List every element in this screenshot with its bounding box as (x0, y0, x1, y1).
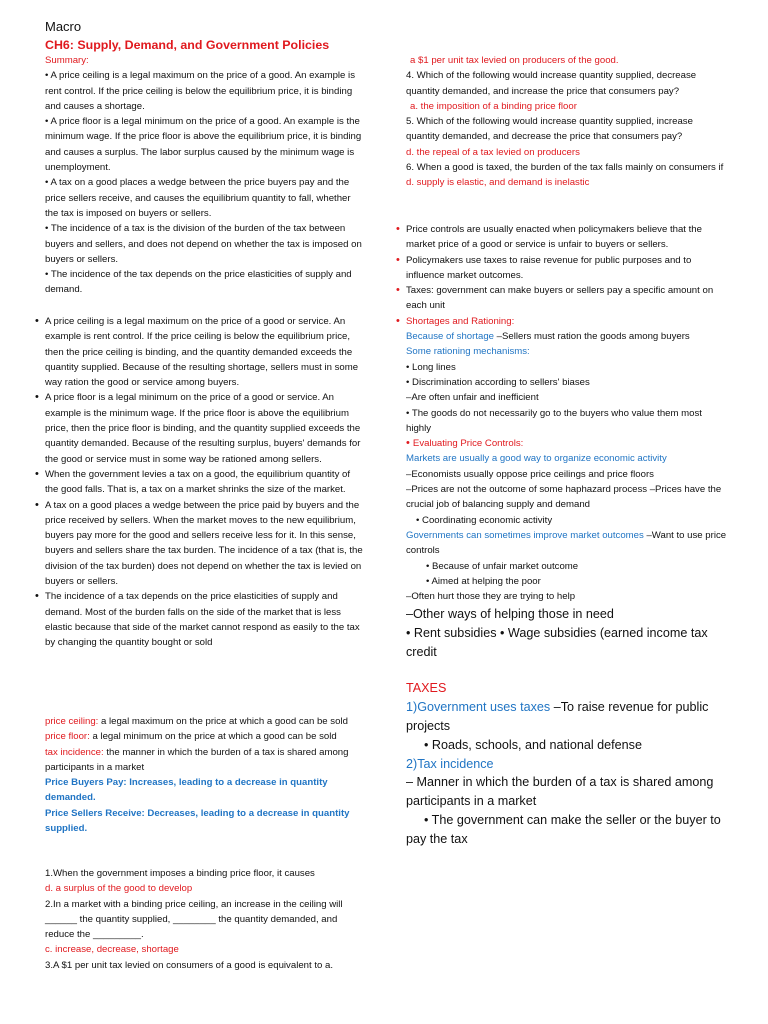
summary-block (45, 53, 363, 298)
econ-line: –Prices are not the outcome of some haphazard process –Prices have the crucial job of balancing supply and demand (406, 484, 722, 511)
answer-4: a. the imposition of a binding price floor (410, 100, 577, 112)
econ-line: –Economists usually oppose price ceilings and price floors (406, 468, 654, 480)
question-5: 5. Which of the following would increase quantity supplied, increase quantity demanded, and decrease the price that consumers pay? (406, 116, 693, 143)
bullet-dot: • (35, 498, 39, 511)
unfair-outcome: • Because of unfair market outcome (426, 560, 579, 572)
manner-burden: – Manner in which the burden of a tax is shared among participants in a market (406, 775, 714, 809)
answer-5: d. the repeal of a tax levied on producers (406, 146, 580, 158)
bullet-item: • A price floor is a legal minimum on the price of a good or service. An example is the minimum wage. If the price floor is above the equilibrium price, then the price floor is binding, and the quantity supplied exceeds the quantity demanded. Because of the resulting surplus, buyers' demands for the good or service must in some way be rationed among sellers. (35, 391, 361, 465)
large-notes (406, 605, 728, 849)
summary-item: • The incidence of the tax depends on the price elasticities of supply and demand. (45, 269, 352, 296)
question-1: 1.When the government imposes a binding price floor, it causes (45, 868, 315, 879)
other-ways: –Other ways of helping those in need (406, 607, 614, 621)
answer-1: d. a surplus of the good to develop (45, 883, 193, 895)
bullet-dot: • (396, 253, 400, 266)
bullet-item: • A tax on a good places a wedge between the price paid by buyers and the price received by sellers. When the market moves to the new equilibrium, buyers pay more for the good and sellers receive less for it. In this sense, buyers and sellers share the tax burden. The incidence of a tax (that is, the division of the tax burden) does not depend on whether the tax is levied on buyers or sellers. (35, 498, 363, 588)
price-sellers-receive: Price Sellers Receive: Decreases, leading to a decrease in quantity supplied. (45, 807, 350, 835)
often-hurt: –Often hurt those they are trying to help (406, 591, 576, 603)
question-4: 4. Which of the following would increase quantity supplied, decrease quantity demanded, and increase the price that consumers pay? (406, 70, 697, 97)
gov-uses-taxes: 1)Government uses taxes –To raise revenue for public projects (406, 700, 709, 733)
roads-schools: • Roads, schools, and national defense (424, 737, 642, 752)
questions-block (45, 866, 363, 973)
bullet-dot: • (35, 467, 39, 480)
policy-bullets (396, 222, 728, 604)
shortages-heading: • Shortages and Rationing: (406, 314, 728, 329)
summary-label: Summary: (45, 55, 89, 66)
bullet-dot: • (35, 315, 39, 327)
price-buyers-pay: Price Buyers Pay: Increases, leading to a decrease in quantity demanded. (45, 777, 328, 804)
bullet-item: • A price ceiling is a legal maximum on the price of a good or service. An example is rent control. If the price ceiling is below the equilibrium price, then the price ceiling is binding, and the quantity demanded exceeds the quantity supplied. Because of the resulting shortage, sellers must in some way ration the good or service among buyers. (35, 315, 359, 389)
answer-6: d. supply is elastic, and demand is inelastic (406, 177, 590, 189)
markets-good: Markets are usually a good way to organize economic activity (406, 453, 667, 465)
gov-make-pay: • The government can make the seller or the buyer to pay the tax (406, 812, 721, 846)
gov-improve: Governments can sometimes improve market outcomes –Want to use price controls (406, 529, 727, 557)
mechanism-line: • Long lines (406, 361, 456, 373)
question-2: 2.In a market with a binding price ceiling, an increase in the ceiling will ______ the quantity supplied, ________ the quantity demanded, and reduce the _________. (45, 898, 343, 941)
aimed-poor: • Aimed at helping the poor (426, 575, 541, 587)
answer-2: c. increase, decrease, shortage (45, 944, 179, 956)
questions-continued (406, 53, 728, 191)
definition-price-floor: price floor: a legal minimum on the price at which a good can be sold (45, 731, 337, 743)
bullet-dot: • (396, 314, 400, 327)
bullet-item: • When the government levies a tax on a good, the equilibrium quantity of the good falls. That is, a tax on a market shrinks the size of the market. (35, 467, 351, 496)
question-3: 3.A $1 per unit tax levied on consumers of a good is equivalent to a. (45, 959, 333, 971)
bullet-dot: • (396, 223, 400, 235)
definitions-block (45, 714, 363, 836)
definition-price-ceiling: price ceiling: a legal maximum on the price at which a good can be sold (45, 716, 348, 727)
mechanism-line: • The goods do not necessarily go to the buyers who value them most highly (406, 407, 702, 434)
mechanism-line: • Discrimination according to sellers' biases (406, 376, 590, 388)
summary-item: • A price floor is a legal minimum on the price of a good. An example is the minimum wage. If the price floor is above the equilibrium price, it is binding and causes a surplus. The labor surplus caused by the minimum wage is unemployment. (45, 116, 362, 174)
mechanism-line: –Are often unfair and inefficient (406, 392, 539, 404)
chapter-title: CH6: Supply, Demand, and Government Policies (45, 38, 330, 52)
bullet-item: • Taxes: government can make buyers or sellers pay a specific amount on each unit (396, 284, 714, 312)
bullet-dot: • (406, 437, 413, 450)
tax-incidence-heading: 2)Tax incidence (406, 756, 494, 771)
summary-item: • A price ceiling is a legal maximum on the price of a good. An example is rent control. If the price ceiling is below the equilibrium price, it is binding and causes a shortage. (45, 70, 355, 112)
answer-3: a $1 per unit tax levied on producers of the good. (410, 55, 619, 66)
because-of-shortage: Because of shortage –Sellers must ration the goods among buyers (406, 331, 690, 343)
bullet-item: • Price controls are usually enacted when policymakers believe that the market price of a good or service is unfair to buyers or sellers. (396, 223, 702, 251)
bullet-dot: • (396, 284, 400, 297)
bullet-item: • Policymakers use taxes to raise revenue for public purposes and to influence market outcomes. (396, 253, 692, 281)
taxes-heading: TAXES (406, 681, 447, 696)
bullet-item: • The incidence of a tax depends on the price elasticities of supply and demand. Most of the burden falls on the side of the market that is less elastic because that side of the market cannot respond as easily to the tax by changing the quantity bought or sold (35, 590, 360, 649)
bullet-dot: • (35, 590, 39, 603)
course-name: Macro (45, 19, 82, 34)
bullet-dot: • (35, 391, 39, 404)
evaluating-heading: • Evaluating Price Controls: (406, 437, 524, 450)
question-6: 6. When a good is taxed, the burden of the tax falls mainly on consumers if (406, 162, 724, 174)
main-bullets (35, 314, 363, 651)
summary-item: • The incidence of a tax is the division of the burden of the tax between buyers and sellers, and does not depend on whether the tax is imposed on buyers or sellers. (45, 223, 362, 265)
coordinating: • Coordinating economic activity (416, 514, 553, 526)
definition-tax-incidence: tax incidence: the manner in which the burden of a tax is shared among participants in a market (45, 746, 349, 773)
rationing-mechanisms: Some rationing mechanisms: (406, 346, 530, 358)
summary-item: • A tax on a good places a wedge between the price buyers pay and the price sellers receive, and causes the equilibrium quantity to fall, whether the tax is imposed on buyers or sellers. (45, 177, 351, 219)
rent-subsidies: • Rent subsidies • Wage subsidies (earned income tax credit (406, 625, 708, 659)
